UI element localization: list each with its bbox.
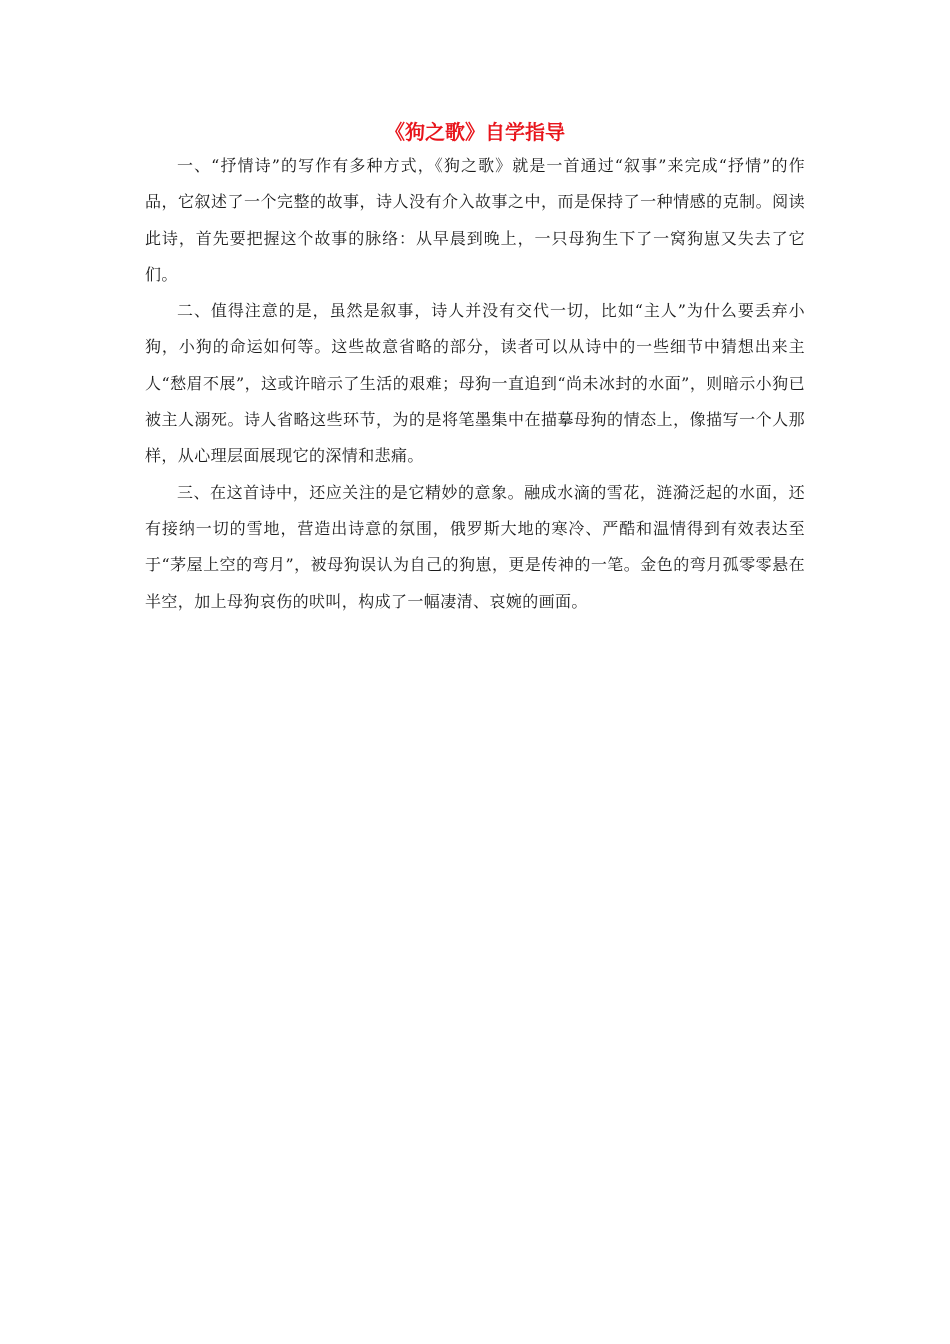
document-body: [145, 148, 805, 620]
paragraph-1: 一、“抒情诗”的写作有多种方式，《狗之歌》就是一首通过“叙事”来完成“抒情”的作品，它叙述了一个完整的故事，诗人没有介入故事之中，而是保持了一种情感的克制。阅读此诗，首先要把握这个故事的脉络：从早晨到晚上，一只母狗生下了一窝狗崽又失去了它们。: [145, 156, 805, 284]
paragraph-3: 三、在这首诗中，还应关注的是它精妙的意象。融成水滴的雪花，涟漪泛起的水面，还有接纳一切的雪地，营造出诗意的氛围，俄罗斯大地的寒冷、严酷和温情得到有效表达至于“茅屋上空的弯月”，被母狗误认为自己的狗崽，更是传神的一笔。金色的弯月孤零零悬在半空，加上母狗哀伤的吠叫，构成了一幅凄清、哀婉的画面。: [145, 482, 805, 611]
document-title: 《狗之歌》自学指导: [385, 120, 565, 144]
paragraph-2: 二、值得注意的是，虽然是叙事，诗人并没有交代一切，比如“主人”为什么要丢弃小狗，小狗的命运如何等。这些故意省略的部分，读者可以从诗中的一些细节中猜想出来主人“愁眉不展”，这或许暗示了生活的艰难；母狗一直追到“尚未冰封的水面”，则暗示小狗已被主人溺死。诗人省略这些环节，为的是将笔墨集中在描摹母狗的情态上，像描写一个人那样，从心理层面展现它的深情和悲痛。: [145, 301, 805, 466]
